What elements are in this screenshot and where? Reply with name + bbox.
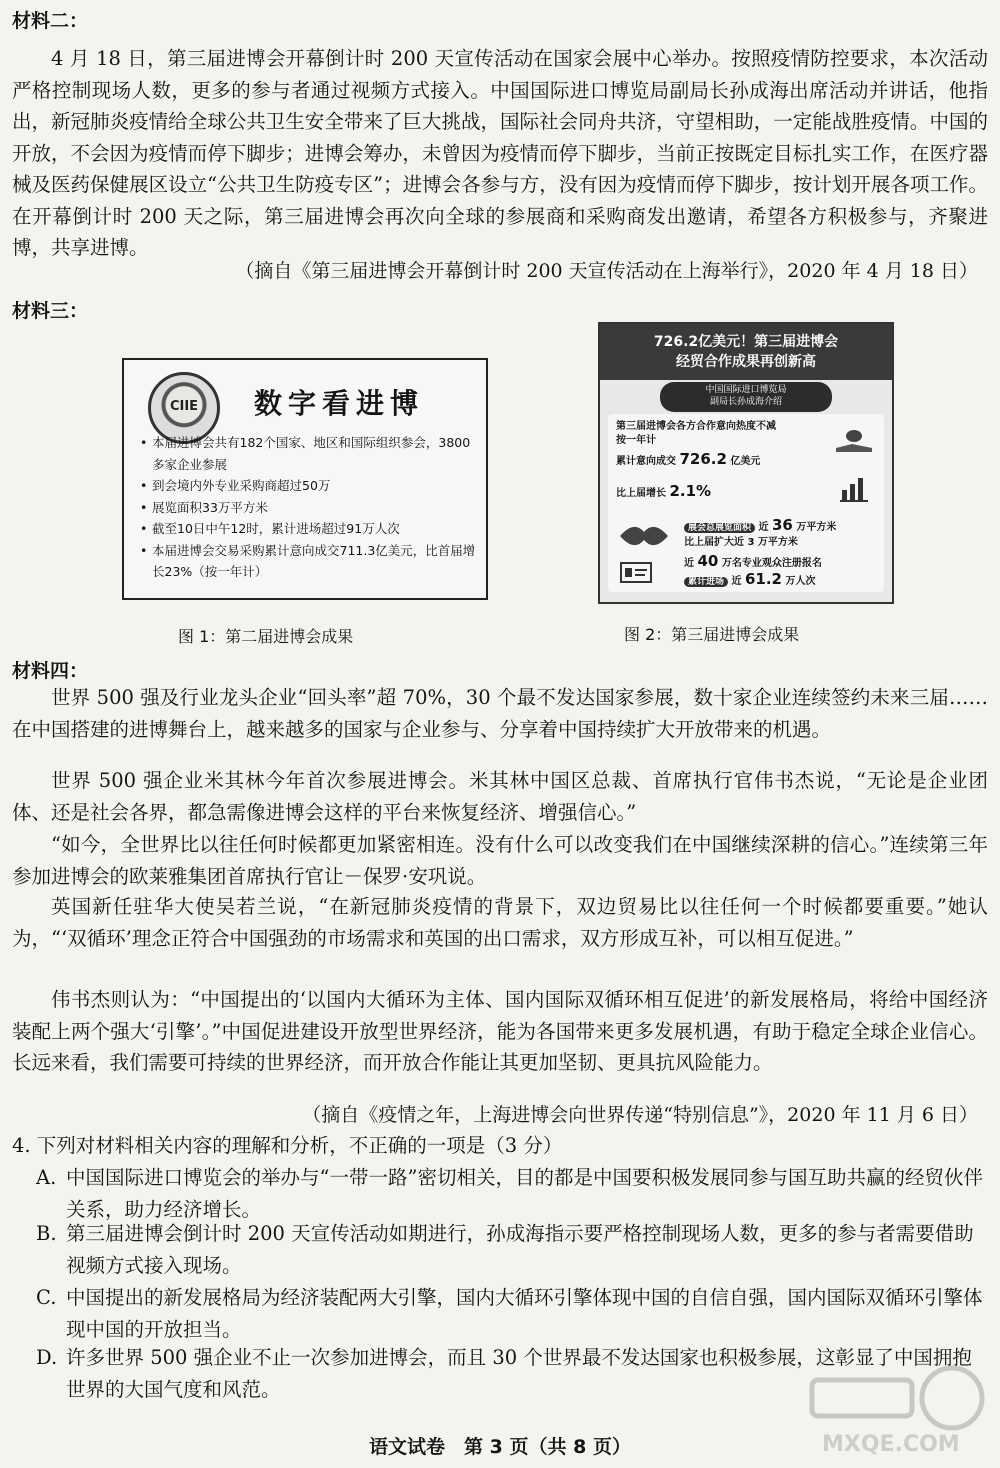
info-line-7-value: 40 — [697, 552, 719, 570]
figure-one-title: 数字看进博 — [254, 387, 425, 420]
info-line-7 — [684, 554, 822, 571]
material-four-heading: 材料四： — [12, 660, 89, 682]
option-label: C. — [36, 1286, 57, 1309]
infographic-card — [608, 414, 884, 592]
figure-one-item: • 本届进博会交易采购累计意向成交711.3亿美元，比首届增长23%（按一年计） — [140, 540, 476, 583]
info-line-7-prefix: 近 — [684, 558, 694, 569]
bar-chart-icon — [840, 474, 868, 502]
page-footer: 语文试卷 第 3 页（共 8 页） — [369, 1436, 631, 1458]
info-line-5 — [684, 518, 836, 535]
material-two-source: （摘自《第三届进博会开幕倒计时 200 天宣传活动在上海举行》，2020 年 4 月 18 日） — [235, 260, 978, 282]
info-line-3-value: 726.2 — [679, 450, 727, 468]
watermark-text: MXQE.COM — [822, 1432, 960, 1457]
info-line-2: 按一年计 — [616, 435, 656, 446]
info-line-1: 第三届进博会各方合作意向热度不减 — [616, 421, 776, 432]
option-c[interactable] — [36, 1282, 988, 1345]
info-pill-entry: 累计进场 — [684, 577, 728, 587]
exhibition-hall-icon — [616, 518, 672, 554]
material-four-p4: 英国新任驻华大使吴若兰说，“在新冠肺炎疫情的背景下，双边贸易比以往任何一个时候都要重要。”她认为，“‘双循环’理念正符合中国强劲的市场需求和英国的出口需求，双方形成互补，可以相互促进。” — [12, 895, 988, 950]
id-card-icon — [620, 560, 652, 584]
money-hand-icon — [834, 424, 874, 454]
figure-two-infographic — [598, 322, 894, 604]
info-line-8-prefix: 近 — [731, 576, 742, 587]
watermark — [802, 1362, 992, 1462]
info-line-5-suffix: 万平方米 — [796, 522, 837, 533]
infographic-title-line2: 经贸合作成果再创新高 — [676, 354, 816, 370]
material-four-p3: “如今，全世界比以往任何时候都更加紧密相连。没有什么可以改变我们在中国继续深耕的信心。”连续第三年参加进博会的欧莱雅集团首席执行官让－保罗·安巩说。 — [12, 833, 988, 888]
material-four-p2: 世界 500 强企业米其林今年首次参展进博会。米其林中国区总裁、首席执行官伟书杰说，“无论是企业团体、还是社会各界，都急需像进博会这样的平台来恢复经济、增强信心。” — [12, 769, 988, 824]
option-text: 许多世界 500 强企业不止一次参加进博会，而且 30 个世界最不发达国家也积极参展，这彰显了中国拥抱世界的大国气度和风范。 — [66, 1346, 972, 1401]
infographic-subtitle-line1: 中国国际进口博览局 — [705, 385, 787, 395]
info-line-8-value: 61.2 — [744, 570, 782, 588]
question-stem: 4. 下列对材料相关内容的理解和分析，不正确的一项是（3 分） — [12, 1134, 563, 1157]
info-line-6: 比上届扩大近 3 万平方米 — [684, 537, 798, 548]
option-text: 中国国际进口博览会的举办与“一带一路”密切相关，目的都是中国要积极发展同参与国互助共赢的经贸伙伴关系，助力经济增长。 — [66, 1166, 983, 1221]
info-line-4 — [616, 484, 711, 501]
info-line-4-prefix: 比上届增长 — [616, 488, 666, 499]
material-four-p1: 世界 500 强及行业龙头企业“回头率”超 70%，30 个最不发达国家参展，数十家企业连续签约未来三届……在中国搭建的进博舞台上，越来越多的国家与企业参与、分享着中国持续扩大开放带来的机遇。 — [12, 686, 988, 741]
info-pill-area: 展会总展览面积 — [684, 523, 755, 533]
option-a[interactable] — [36, 1162, 988, 1225]
option-text: 第三届进博会倒计时 200 天宣传活动如期进行，孙成海指示要严格控制现场人数，更多的参与者需要借助视频方式接入现场。 — [66, 1222, 974, 1277]
figure-two-caption: 图 2：第三届进博会成果 — [624, 625, 800, 644]
figure-one-list — [140, 432, 476, 583]
figure-one-item: • 到会境内外专业采购商超过50万 — [140, 475, 476, 497]
infographic-title-line1: 726.2亿美元！第三届进博会 — [653, 334, 839, 350]
material-four-p5: 伟书杰则认为：“中国提出的‘以国内大循环为主体、国内国际双循环相互促进’的新发展格局，将给中国经济装配上两个强大‘引擎’。”中国促进建设开放型世界经济，能为各国带来更多发展机遇，有助于稳定全球企业信心。长远来看，我们需要可持续的世界经济，而开放合作能让其更加坚韧、更具抗风险能力。 — [12, 988, 988, 1074]
figure-one-box — [122, 358, 488, 600]
info-line-3-prefix: 累计意向成交 — [616, 456, 676, 467]
info-line-4-value: 2.1% — [669, 482, 712, 500]
info-line-8-suffix: 万人次 — [785, 576, 816, 587]
option-text: 中国提出的新发展格局为经济装配两大引擎，国内大循环引擎体现中国的自信自强，国内国际双循环引擎体现中国的开放担当。 — [66, 1286, 983, 1341]
info-line-8 — [684, 572, 815, 589]
figure-one-item: • 截至10日中午12时，累计进场超过91万人次 — [140, 518, 476, 540]
infographic-title — [610, 332, 882, 372]
watermark-logo-icon — [802, 1362, 992, 1432]
material-three-heading: 材料三： — [12, 300, 89, 322]
logo-text: CIIE — [169, 399, 199, 414]
figure-one-item: • 本届进博会共有182个国家、地区和国际组织参会，3800多家企业参展 — [140, 432, 476, 475]
info-line-5-prefix: 近 — [758, 522, 769, 533]
info-line-3-suffix: 亿美元 — [730, 456, 761, 467]
figure-one-item: • 展览面积33万平方米 — [140, 497, 476, 519]
info-line-7-suffix: 万名专业观众注册报名 — [721, 558, 822, 569]
option-label: B. — [36, 1222, 57, 1245]
option-b[interactable] — [36, 1218, 988, 1281]
material-four-source: （摘自《疫情之年，上海进博会向世界传递“特别信息”》，2020 年 11 月 6 日） — [302, 1104, 978, 1126]
option-label: A. — [36, 1166, 57, 1189]
material-two-heading: 材料二： — [12, 10, 89, 32]
option-label: D. — [36, 1346, 58, 1369]
infographic-subtitle-line2: 副局长孙成海介绍 — [709, 397, 782, 407]
infographic-banner — [600, 324, 892, 380]
infographic-subtitle — [660, 382, 832, 412]
material-two-paragraph: 4 月 18 日，第三届进博会开幕倒计时 200 天宣传活动在国家会展中心举办。按照疫情防控要求，本次活动严格控制现场人数，更多的参与者通过视频方式接入。中国国际进口博览局副局长孙成海出席活动并讲话，他指出，新冠肺炎疫情给全球公共卫生安全带来了巨大挑战，国际社会同舟共济，守望相助，一定能战胜疫情。中国的开放，不会因为疫情而停下脚步；进博会筹办，未曾因为疫情而停下脚步，当前正按既定目标扎实工作，在医疗器械及医药保健展区设立“公共卫生防疫专区”；进博会各参与方，没有因为疫情而停下脚步，按计划开展各项工作。在开幕倒计时 200 天之际，第三届进博会再次向全球的参展商和采购商发出邀请，希望各方积极参与，齐聚进博，共享进博。 — [12, 47, 988, 259]
info-line-3 — [616, 452, 760, 469]
info-line-5-value: 36 — [771, 516, 793, 534]
figure-one-caption: 图 1：第二届进博会成果 — [178, 627, 354, 646]
